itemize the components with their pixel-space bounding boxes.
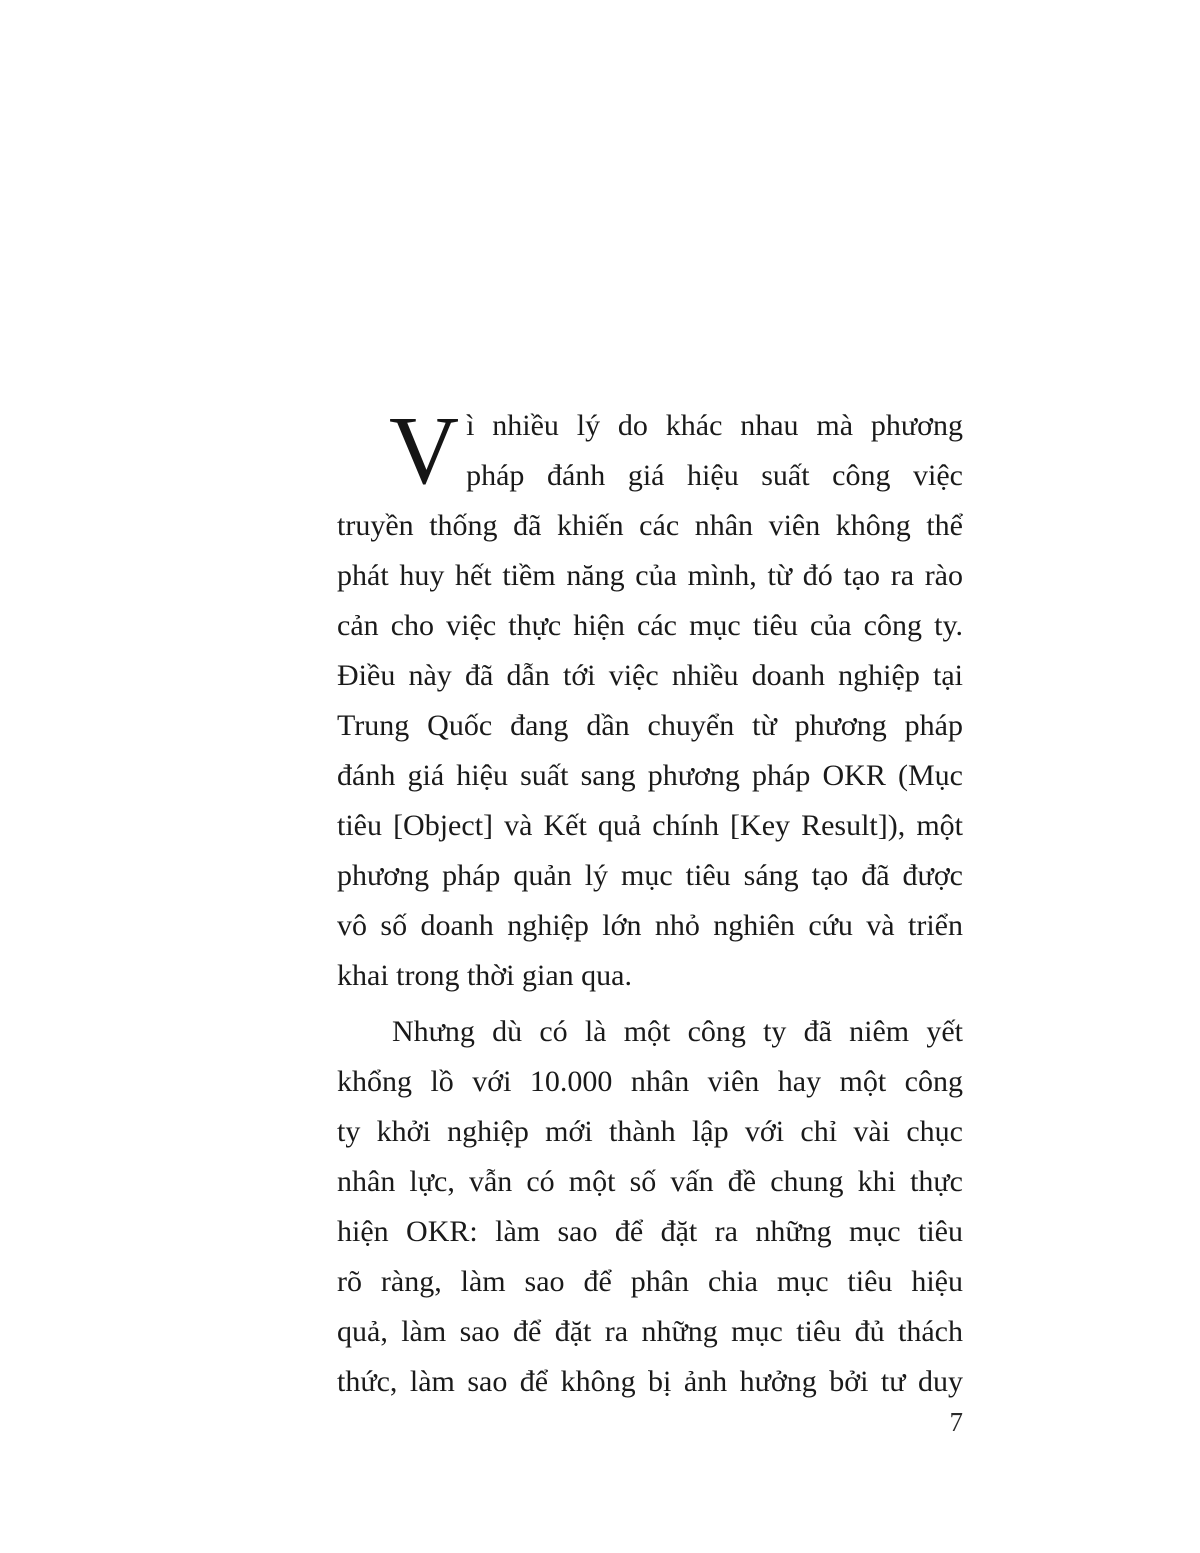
- text-line: tiêu [Object] và Kết quả chính [Key Result]), một: [337, 809, 963, 842]
- text-line: quả, làm sao để đặt ra những mục tiêu đủ thách: [337, 1315, 963, 1348]
- text-line: phương pháp quản lý mục tiêu sáng tạo đã được: [337, 859, 963, 892]
- text-line: pháp đánh giá hiệu suất công việc: [466, 459, 963, 492]
- text-line: Điều này đã dẫn tới việc nhiều doanh nghiệp tại: [337, 659, 963, 692]
- text-line: phát huy hết tiềm năng của mình, từ đó tạo ra rào: [337, 559, 963, 592]
- page-number: 7: [949, 1407, 963, 1437]
- text-line: thức, làm sao để không bị ảnh hưởng bởi tư duy: [337, 1365, 963, 1398]
- text-line: cản cho việc thực hiện các mục tiêu của công ty.: [337, 609, 963, 642]
- text-line: nhân lực, vẫn có một số vấn đề chung khi thực: [337, 1165, 963, 1198]
- text-line: vô số doanh nghiệp lớn nhỏ nghiên cứu và triển: [337, 909, 963, 942]
- text-line: khai trong thời gian qua.: [337, 959, 632, 992]
- paragraph-1: [337, 397, 963, 1001]
- paragraph-2: [337, 1007, 963, 1407]
- text-line: hiện OKR: làm sao để đặt ra những mục tiêu: [337, 1215, 963, 1248]
- text-line: ty khởi nghiệp mới thành lập với chỉ vài chục: [337, 1115, 963, 1148]
- drop-cap: V: [389, 397, 460, 504]
- text-line: truyền thống đã khiến các nhân viên không thể: [337, 509, 963, 542]
- text-line: khổng lồ với 10.000 nhân viên hay một công: [337, 1065, 963, 1098]
- text-line: ì nhiều lý do khác nhau mà phương: [466, 409, 963, 442]
- text-line: Nhưng dù có là một công ty đã niêm yết: [392, 1015, 963, 1048]
- text-line: đánh giá hiệu suất sang phương pháp OKR (Mục: [337, 759, 963, 792]
- text-block: [337, 397, 963, 1407]
- text-line: rõ ràng, làm sao để phân chia mục tiêu hiệu: [337, 1265, 963, 1298]
- text-line: Trung Quốc đang dần chuyển từ phương pháp: [337, 709, 963, 742]
